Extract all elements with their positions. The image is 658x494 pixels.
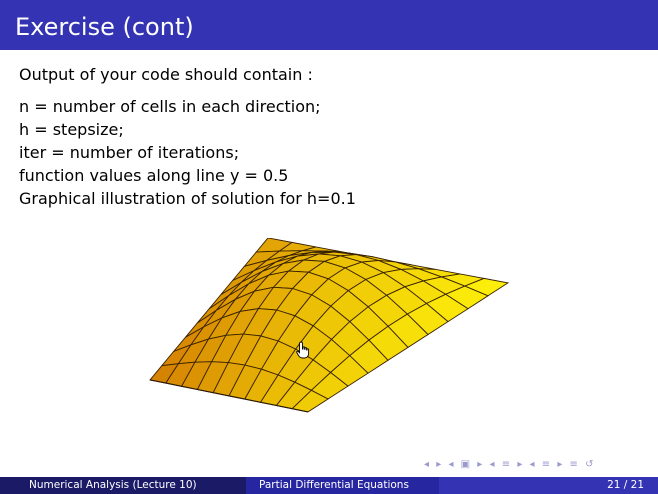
intro-text: Output of your code should contain : (19, 65, 313, 84)
output-item-function-values: function values along line y = 0.5 (19, 166, 289, 185)
nav-prev-section-icon[interactable]: ◂ (448, 459, 454, 470)
nav-prev-section2-icon[interactable]: ◂ (529, 459, 535, 470)
output-list (19, 95, 649, 187)
hand-cursor-icon (296, 341, 310, 359)
graphic-caption: Graphical illustration of solution for h=0.1 (19, 189, 356, 208)
slide-footer (0, 477, 658, 494)
nav-next-section-icon[interactable]: ▸ (477, 459, 483, 470)
nav-prev-subsection-icon[interactable]: ◂ (489, 459, 495, 470)
footer-section: Partial Differential Equations (259, 479, 409, 491)
slide-header (0, 0, 658, 50)
nav-prev-frame-icon[interactable]: ◂ (424, 459, 430, 470)
output-item-h: h = stepsize; (19, 120, 124, 139)
footer-page-number: 21 / 21 (607, 479, 644, 491)
slide-content (19, 63, 649, 210)
beamer-navigation-bar (424, 459, 598, 473)
surface-cells (150, 238, 508, 412)
surface-plot (140, 238, 520, 458)
footer-left (0, 477, 246, 494)
nav-frame-icon[interactable]: ▣ (460, 459, 471, 470)
footer-lecture: Numerical Analysis (Lecture 10) (29, 479, 197, 491)
nav-search-icon[interactable]: ↺ (585, 459, 594, 470)
footer-middle (246, 477, 439, 494)
slide-title: Exercise (cont) (15, 13, 194, 41)
nav-next-frame-icon[interactable]: ▸ (436, 459, 442, 470)
output-item-n: n = number of cells in each direction; (19, 97, 321, 116)
nav-align-icon[interactable]: ≡ (569, 459, 578, 470)
nav-section-icon[interactable]: ≡ (541, 459, 551, 470)
nav-next-subsection-icon[interactable]: ▸ (517, 459, 523, 470)
nav-next-section2-icon[interactable]: ▸ (557, 459, 563, 470)
footer-right (439, 477, 658, 494)
nav-subsection-icon[interactable]: ≡ (501, 459, 511, 470)
output-item-iter: iter = number of iterations; (19, 143, 240, 162)
